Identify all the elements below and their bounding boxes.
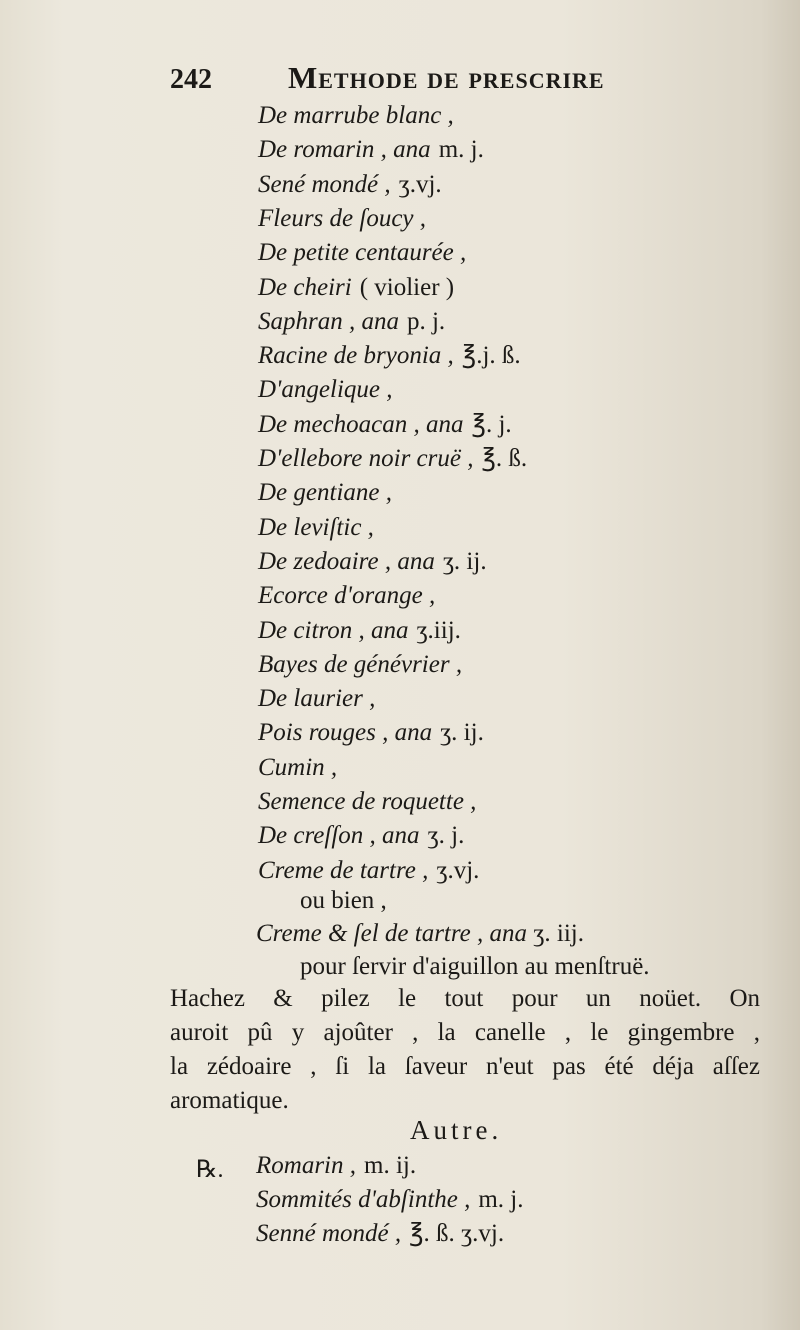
recipe-line [258, 580, 435, 612]
ingredient-text: Pois rouges , ana [258, 719, 433, 747]
recipe-line [258, 272, 454, 304]
recipe-line [258, 340, 521, 372]
dose-text: p. j. [406, 307, 446, 335]
recipe-line [258, 820, 464, 852]
recipe-line [258, 134, 484, 166]
ingredient-text: De marrube blanc , [258, 102, 454, 129]
dose-text: ʒ.iij. [416, 616, 461, 644]
recipe-line [258, 615, 461, 647]
ingredient-text: De zedoaire , ana [258, 547, 435, 575]
dose-text: ( violier ) [359, 273, 455, 301]
ingredient-text: De mechoacan , ana [258, 410, 464, 438]
dose-text: m. ij. [364, 1152, 417, 1179]
ingredient-text: Creme & ſel de tartre , ana [256, 920, 528, 947]
recipe-line [258, 477, 392, 509]
paragraph-line: aromatique. [170, 1087, 289, 1114]
ou-bien-line: ou bien , [300, 887, 387, 914]
dose-text: ℥. j. [471, 410, 512, 438]
recipe-line [258, 546, 487, 578]
ingredient-text: D'angelique , [258, 376, 393, 404]
recipe-line [256, 1184, 524, 1216]
ingredient-text: Sené mondé , [258, 170, 391, 198]
recipe-line [258, 409, 512, 441]
recipe-symbol: ℞. [196, 1157, 224, 1183]
ingredient-text: Ecorce d'orange , [258, 582, 436, 610]
recipe-line [258, 649, 462, 681]
ingredient-text: De petite centaurée , [258, 239, 467, 267]
dose-text: m. j. [478, 1186, 524, 1213]
recipe-line [258, 717, 484, 749]
recipe-line [258, 855, 479, 887]
ingredient-text: Bayes de génévrier , [258, 650, 463, 678]
dose-text: ʒ. j. [427, 822, 465, 850]
section-heading-autre: Autre. [410, 1115, 503, 1145]
dose-text: ʒ. ij. [440, 719, 484, 747]
ingredient-text: Senné mondé , [256, 1220, 402, 1247]
page-header [170, 60, 690, 104]
ingredient-text: Sommités d'abſinthe , [256, 1186, 471, 1213]
recipe-line [258, 100, 454, 132]
ingredient-text: Semence de roquette , [258, 788, 477, 815]
instructions-paragraph [170, 982, 760, 1118]
alt-recipe-line [256, 918, 584, 950]
recipe-line [256, 1150, 416, 1182]
ingredient-text: Creme de tartre , [258, 856, 429, 884]
ingredient-text: De citron , ana [258, 616, 409, 644]
ingredient-text: Fleurs de ſoucy , [258, 204, 427, 232]
recipe-line [258, 752, 337, 784]
recipe-line [258, 203, 426, 235]
page-number: 242 [170, 64, 212, 95]
recipe-line [258, 374, 393, 406]
ingredient-text: Racine de bryonia , [258, 342, 454, 370]
ingredient-text: De leviſtic , [258, 513, 374, 541]
recipe-line [258, 786, 476, 818]
dose-text: ʒ. iij. [533, 920, 584, 947]
ingredient-text: D'ellebore noir cruë , [258, 445, 474, 472]
paragraph-line: la zédoaire , ſi la ſaveur n'eut pas été déja aſſez [170, 1053, 760, 1080]
ingredient-text: De creſſon , ana [258, 822, 420, 850]
ingredient-text: De laurier , [258, 685, 376, 713]
ingredient-text: De romarin , ana [258, 136, 431, 164]
ingredient-text: De gentiane , [258, 479, 392, 507]
ingredient-text: Saphran , ana [258, 307, 399, 335]
dose-text: ℥. ß. [481, 445, 528, 472]
dose-text: ℥.j. ß. [461, 342, 521, 370]
recipe-line [258, 306, 445, 338]
recipe-line [258, 169, 442, 201]
recipe-line [258, 512, 374, 544]
paragraph-line: auroit pû y ajoûter , la canelle , le gingembre , [170, 1019, 760, 1046]
paragraph-line: Hachez & pilez le tout pour un noüet. On [170, 985, 760, 1012]
running-title: Methode de prescrire [288, 60, 605, 95]
recipe-line [258, 237, 466, 269]
dose-text: ℥. ß. ʒ.vj. [409, 1220, 505, 1247]
dose-text: ʒ.vj. [436, 856, 480, 884]
dose-text: m. j. [438, 136, 484, 164]
ingredient-text: Romarin , [256, 1152, 356, 1179]
ingredient-text: Cumin , [258, 753, 338, 781]
recipe-line [258, 443, 527, 475]
ingredient-text: De cheiri [258, 273, 352, 301]
dose-text: ʒ. ij. [442, 547, 487, 575]
recipe-line [256, 1218, 504, 1250]
dose-text: ʒ.vj. [398, 170, 442, 198]
purpose-line: pour ſervir d'aiguillon au menſtruë. [300, 953, 650, 980]
recipe-line [258, 683, 375, 715]
